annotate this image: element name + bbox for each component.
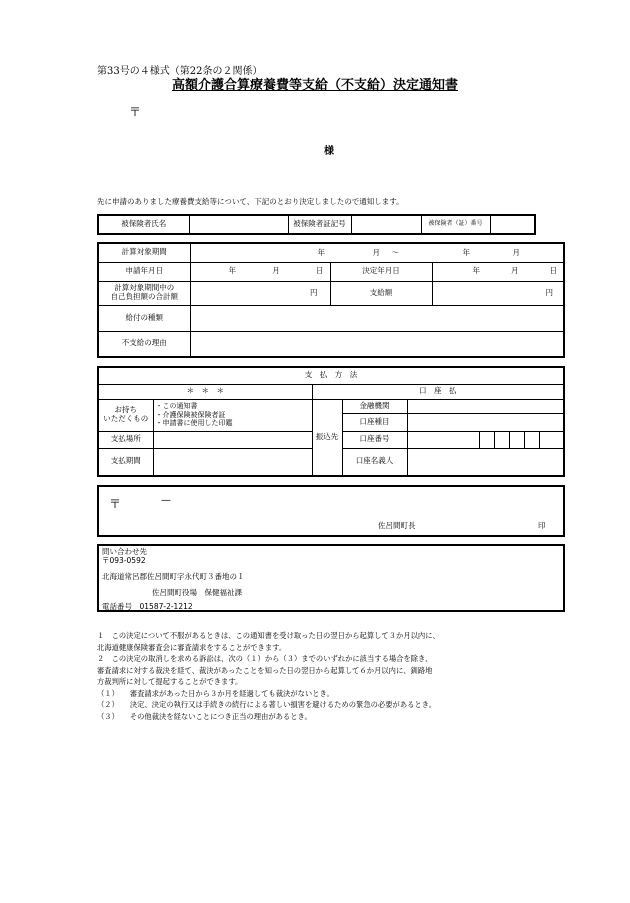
benefit-type-label: 給付の種類 <box>98 305 190 331</box>
contact-address: 北海道常呂郡佐呂間町字永代町３番地の１ <box>102 572 245 581</box>
account-type-label: 口座種目 <box>342 413 407 431</box>
account-number-box-2 <box>479 431 494 448</box>
decision-day: 日 <box>549 266 557 276</box>
account-number-box-3 <box>494 431 509 448</box>
account-number-box-6 <box>539 431 564 448</box>
sender-postal-dash: — <box>161 495 171 506</box>
benefit-type-value <box>190 305 564 331</box>
transfer-label: 振込先 <box>312 399 342 476</box>
note-line: （１） 審査請求があった日から３か月を経過しても裁決がないとき。 <box>97 688 334 698</box>
bring-items-list: ・この通知書 ・介護保険被保険者証 ・申請書に使用した印鑑 <box>153 399 312 431</box>
account-number-box-4 <box>509 431 524 448</box>
payment-right-header: 口 座 払 <box>312 384 564 399</box>
insured-number-label: 被保険者（証）番号 <box>421 215 490 234</box>
decision-table <box>97 242 565 358</box>
bank-value <box>407 399 564 413</box>
payment-period-label: 支払期間 <box>98 448 153 476</box>
legal-notes <box>97 630 440 722</box>
insured-card-label: 被保険者証記号 <box>288 215 351 234</box>
seal-mark: 印 <box>538 521 546 530</box>
document-title: 高額介護合算療養費等支給（不支給）決定通知書 <box>172 78 459 93</box>
period-tilde: ～ <box>391 248 399 257</box>
period-to-year: 年 <box>462 248 470 257</box>
contact-postal-code: 〒093-0592 <box>102 556 146 565</box>
decision-date-value <box>432 262 564 281</box>
contact-phone: 電話番号 01587-2-1212 <box>102 602 193 611</box>
application-year: 年 <box>228 266 236 276</box>
payment-amount-label: 支給額 <box>330 281 432 305</box>
bring-items-label: お持ち いただくもの <box>98 399 153 431</box>
period-to-month: 月 <box>512 248 520 257</box>
insured-name-value <box>189 215 288 234</box>
application-date-value <box>190 262 330 281</box>
application-month: 月 <box>272 266 280 276</box>
sender-postal-mark: 〒 <box>109 497 122 511</box>
payment-period-value <box>153 448 312 476</box>
note-line: （２） 決定、決定の執行又は手続きの続行による著しい損害を避けるための緊急の必要があるとき。 <box>97 700 437 709</box>
reason-label: 不支給の理由 <box>98 331 190 357</box>
payment-left-header: ＊ ＊ ＊ <box>98 384 312 399</box>
account-number-box-5 <box>524 431 539 448</box>
application-date-label: 申請年月日 <box>98 262 190 281</box>
insured-card-value <box>351 215 421 234</box>
contact-box <box>97 544 565 612</box>
contact-heading: 問い合わせ先 <box>102 547 147 556</box>
account-holder-value <box>407 448 564 476</box>
decision-year: 年 <box>472 266 480 276</box>
note-line: 北海道健康保険審査会に審査請求をすることができます。 <box>97 642 287 652</box>
payment-method-table <box>97 366 565 477</box>
period-from-year: 年 <box>317 248 325 257</box>
mayor-name: 佐呂間町長 <box>378 521 416 530</box>
note-line: （３） その他裁決を経ないことにつき正当の理由があるとき。 <box>97 711 312 721</box>
period-label: 計算対象期間 <box>98 243 190 262</box>
payment-amount-yen: 円 <box>432 281 564 305</box>
account-holder-label: 口座名義人 <box>342 448 407 476</box>
note-line: ２ この決定の取消しを求める訴訟は、次の（１）から（３）までのいずれかに該当する場合を除き、 <box>97 654 433 663</box>
form-number: 第33号の４様式（第22条の２関係） <box>97 66 263 77</box>
decision-date-label: 決定年月日 <box>330 262 432 281</box>
note-line: １ この決定について不服があるときは、この通知書を受け取った日の翌日から起算して３か月以内に、 <box>97 631 440 640</box>
insured-name-label: 被保険者氏名 <box>98 215 189 234</box>
intro-text: 先に申請のありました療養費支給等について、下記のとおり決定しましたので通知します。 <box>97 197 404 206</box>
period-from-month: 月 <box>372 248 380 257</box>
payment-method-header: 支 払 方 法 <box>98 367 564 384</box>
self-burden-label: 計算対象期間中の 自己負担額の合計額 <box>98 281 190 305</box>
note-line: 方裁判所に対して提起することができます。 <box>97 677 243 686</box>
note-line: 審査請求に対する裁決を経て、裁決があったことを知った日の翌日から起算して６か月以内に、釧路地 <box>97 665 433 675</box>
application-day: 日 <box>316 266 324 276</box>
insured-table <box>97 214 536 235</box>
self-burden-yen: 円 <box>190 281 330 305</box>
account-type-value <box>407 413 564 431</box>
period-value <box>190 243 564 262</box>
account-number-label: 口座番号 <box>342 431 407 448</box>
sender-box <box>97 485 565 537</box>
account-number-box-1 <box>407 431 479 448</box>
payment-place-value <box>153 431 312 448</box>
payment-place-label: 支払場所 <box>98 431 153 448</box>
decision-month: 月 <box>511 266 519 276</box>
honorific-sama: 様 <box>324 146 334 157</box>
bank-label: 金融機関 <box>342 399 407 413</box>
contact-office: 佐呂間町役場 保健福祉課 <box>152 588 242 597</box>
insured-number-value <box>490 215 535 234</box>
reason-value <box>190 331 564 357</box>
recipient-postal-mark: 〒 <box>129 105 142 119</box>
